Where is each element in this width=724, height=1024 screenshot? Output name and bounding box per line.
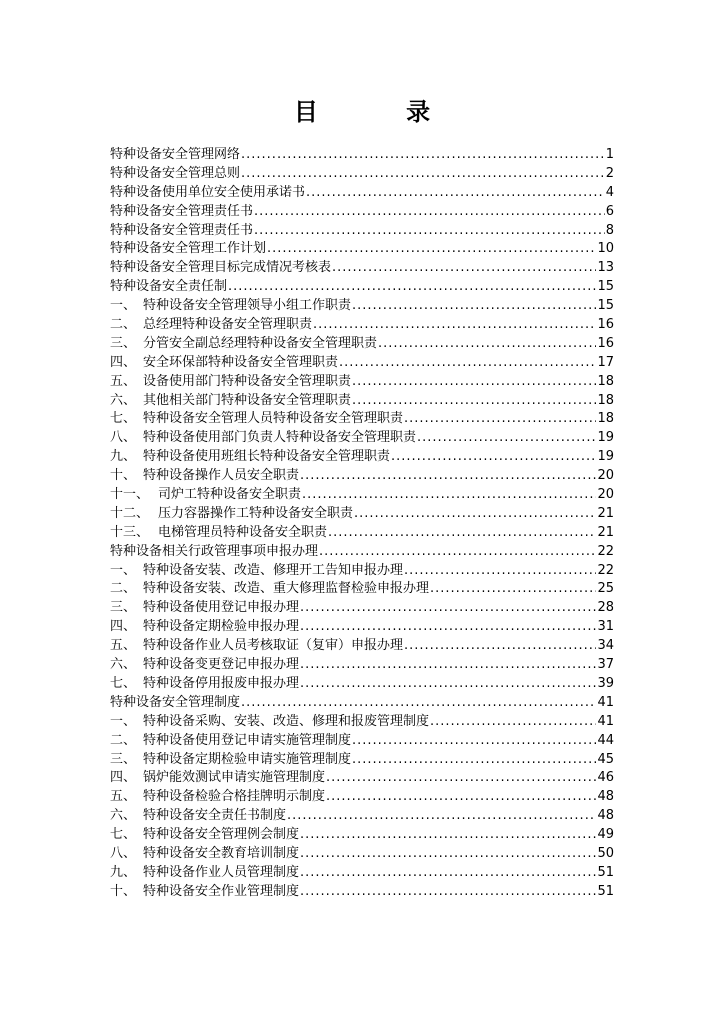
toc-entry[interactable]	[110, 146, 614, 165]
toc-entry-title: 特种设备安全管理责任书	[110, 203, 254, 219]
toc-entry-title: 特种设备安全教育培训制度	[143, 845, 300, 861]
toc-page-number: 48	[597, 789, 614, 805]
toc-entry[interactable]	[110, 580, 614, 599]
toc-dot-leader	[352, 373, 596, 392]
toc-page-number: 16	[597, 335, 614, 351]
toc-entry-number: 五、	[110, 789, 137, 805]
toc-entry[interactable]	[110, 826, 614, 845]
toc-dot-leader	[241, 146, 605, 165]
toc-page-number: 46	[597, 770, 614, 786]
toc-entry-number: 五、	[110, 638, 137, 654]
toc-dot-leader	[404, 410, 596, 429]
toc-page-number: 8	[605, 222, 614, 238]
toc-dot-leader	[313, 316, 596, 335]
toc-dot-leader	[302, 486, 596, 505]
toc-dot-leader	[404, 562, 596, 581]
toc-entry[interactable]	[110, 505, 614, 524]
toc-page-number: 15	[597, 279, 614, 295]
toc-dot-leader	[306, 184, 605, 203]
toc-entry-number: 十、	[110, 883, 137, 899]
toc-page-number: 48	[597, 808, 614, 824]
toc-entry-number: 六、	[110, 392, 137, 408]
toc-entry-title: 特种设备安全管理制度	[110, 694, 241, 710]
toc-entry[interactable]	[110, 751, 614, 770]
toc-dot-leader	[352, 297, 596, 316]
toc-entry[interactable]	[110, 203, 614, 222]
toc-entry-number: 五、	[110, 373, 137, 389]
toc-entry[interactable]	[110, 467, 614, 486]
toc-page-number: 25	[597, 581, 614, 597]
toc-page-number: 20	[597, 487, 614, 503]
toc-entry-title: 特种设备安装、改造、修理开工告知申报办理	[143, 562, 404, 578]
toc-page-number: 19	[597, 430, 614, 446]
toc-dot-leader	[300, 656, 596, 675]
toc-dot-leader	[300, 675, 596, 694]
toc-page-number: 17	[597, 354, 614, 370]
toc-entry-number: 十三、	[110, 524, 150, 540]
toc-entry[interactable]	[110, 637, 614, 656]
toc-page-number: 34	[597, 638, 614, 654]
toc-page-number: 22	[597, 543, 614, 559]
toc-entry[interactable]	[110, 599, 614, 618]
toc-entry[interactable]	[110, 864, 614, 883]
toc-dot-leader	[241, 694, 596, 713]
toc-entry-title: 特种设备变更登记申报办理	[143, 657, 300, 673]
toc-page-number: 2	[605, 165, 614, 181]
toc-page-number: 44	[597, 732, 614, 748]
toc-dot-leader	[417, 429, 596, 448]
toc-dot-leader	[326, 769, 596, 788]
toc-page-number: 6	[605, 203, 614, 219]
toc-dot-leader	[300, 599, 596, 618]
toc-entry-title: 特种设备停用报废申报办理	[143, 675, 300, 691]
toc-dot-leader	[328, 524, 596, 543]
toc-entry-number: 三、	[110, 335, 137, 351]
toc-entry-title: 特种设备作业人员考核取证（复审）申报办理	[143, 638, 404, 654]
toc-dot-leader	[378, 335, 596, 354]
toc-page-number: 19	[597, 449, 614, 465]
toc-dot-leader	[241, 165, 605, 184]
toc-entry-title: 安全环保部特种设备安全管理职责	[143, 354, 339, 370]
toc-entry[interactable]	[110, 732, 614, 751]
toc-page-number: 28	[597, 600, 614, 616]
toc-entry-number: 十、	[110, 468, 137, 484]
toc-dot-leader	[267, 240, 596, 259]
toc-entry-title: 特种设备采购、安装、改造、修理和报废管理制度	[143, 713, 430, 729]
toc-dot-leader	[300, 618, 596, 637]
toc-entry[interactable]	[110, 486, 614, 505]
toc-entry-number: 三、	[110, 751, 137, 767]
toc-entry[interactable]	[110, 335, 614, 354]
toc-entry-number: 六、	[110, 808, 137, 824]
toc-page-number: 18	[597, 411, 614, 427]
toc-entry[interactable]	[110, 883, 614, 902]
toc-entry-number: 二、	[110, 732, 137, 748]
toc-entry[interactable]	[110, 524, 614, 543]
toc-page-number: 37	[597, 657, 614, 673]
toc-entry-title: 特种设备安全管理责任书	[110, 222, 254, 238]
toc-page-number: 16	[597, 317, 614, 333]
toc-entry-title: 特种设备安全管理网络	[110, 147, 241, 162]
toc-page-number: 1	[605, 147, 614, 162]
toc-dot-leader	[287, 807, 596, 826]
toc-entry-title: 司炉工特种设备安全职责	[158, 487, 302, 503]
toc-entry[interactable]	[110, 184, 614, 203]
toc-dot-leader	[300, 883, 596, 902]
toc-page-number: 22	[597, 562, 614, 578]
toc-page-number: 39	[597, 675, 614, 691]
toc-entry-number: 九、	[110, 864, 137, 880]
toc-entry[interactable]	[110, 618, 614, 637]
toc-entry[interactable]	[110, 543, 614, 562]
toc-page-number: 18	[597, 373, 614, 389]
toc-dot-leader	[300, 467, 596, 486]
toc-entry-title: 特种设备安全责任制	[110, 279, 228, 295]
toc-entry-number: 一、	[110, 298, 137, 314]
toc-entry-title: 特种设备安全管理工作计划	[110, 241, 267, 257]
toc-entry-number: 七、	[110, 675, 137, 691]
toc-entry[interactable]	[110, 373, 614, 392]
toc-dot-leader	[254, 222, 605, 241]
toc-page-number: 21	[597, 505, 614, 521]
toc-dot-leader	[430, 580, 596, 599]
toc-page-number: 20	[597, 468, 614, 484]
toc-page-number: 15	[597, 298, 614, 314]
toc-page-number: 50	[597, 845, 614, 861]
toc-dot-leader	[254, 203, 605, 222]
toc-dot-leader	[352, 732, 596, 751]
toc-page-number: 45	[597, 751, 614, 767]
toc-entry-number: 四、	[110, 619, 137, 635]
toc-entry-title: 特种设备使用部门负责人特种设备安全管理职责	[143, 430, 417, 446]
toc-entry-title: 特种设备使用班组长特种设备安全管理职责	[143, 449, 391, 465]
toc-dot-leader	[319, 543, 596, 562]
toc-entry[interactable]	[110, 316, 614, 335]
toc-entry-number: 一、	[110, 562, 137, 578]
toc-entry[interactable]	[110, 165, 614, 184]
table-of-contents	[110, 146, 614, 902]
toc-entry-title: 特种设备安全管理领导小组工作职责	[143, 298, 352, 314]
toc-entry-title: 压力容器操作工特种设备安全职责	[158, 505, 354, 521]
toc-entry-number: 九、	[110, 449, 137, 465]
toc-entry-title: 其他相关部门特种设备安全管理职责	[143, 392, 352, 408]
toc-page-number: 49	[597, 827, 614, 843]
toc-dot-leader	[391, 448, 596, 467]
toc-entry-number: 一、	[110, 713, 137, 729]
toc-entry-title: 特种设备定期检验申报办理	[143, 619, 300, 635]
toc-entry-title: 总经理特种设备安全管理职责	[143, 317, 313, 333]
toc-page-number: 31	[597, 619, 614, 635]
toc-entry-title: 特种设备检验合格挂牌明示制度	[143, 789, 326, 805]
toc-entry-number: 十二、	[110, 505, 150, 521]
toc-dot-leader	[228, 278, 596, 297]
toc-dot-leader	[300, 826, 596, 845]
toc-page-number: 41	[597, 694, 614, 710]
toc-page-number: 51	[597, 864, 614, 880]
toc-entry-number: 七、	[110, 827, 137, 843]
toc-entry[interactable]	[110, 297, 614, 316]
toc-entry-title: 特种设备安全管理总则	[110, 165, 241, 181]
toc-entry[interactable]	[110, 845, 614, 864]
toc-entry-number: 三、	[110, 600, 137, 616]
toc-entry-title: 特种设备安全管理人员特种设备安全管理职责	[143, 411, 404, 427]
toc-dot-leader	[404, 637, 596, 656]
toc-entry-title: 设备使用部门特种设备安全管理职责	[143, 373, 352, 389]
toc-entry-number: 七、	[110, 411, 137, 427]
toc-entry[interactable]	[110, 694, 614, 713]
toc-dot-leader	[430, 713, 596, 732]
toc-entry-number: 四、	[110, 354, 137, 370]
toc-entry-title: 特种设备操作人员安全职责	[143, 468, 300, 484]
toc-entry-number: 八、	[110, 430, 137, 446]
toc-dot-leader	[352, 392, 596, 411]
toc-entry-number: 二、	[110, 581, 137, 597]
toc-entry[interactable]	[110, 675, 614, 694]
toc-page-number: 13	[597, 260, 614, 276]
toc-entry-number: 六、	[110, 657, 137, 673]
toc-entry[interactable]	[110, 354, 614, 373]
toc-entry-title: 锅炉能效测试申请实施管理制度	[143, 770, 326, 786]
toc-entry-number: 八、	[110, 845, 137, 861]
toc-dot-leader	[352, 751, 596, 770]
toc-entry[interactable]	[110, 278, 614, 297]
toc-entry[interactable]	[110, 562, 614, 581]
toc-entry-title: 特种设备安全作业管理制度	[143, 883, 300, 899]
toc-entry-title: 特种设备作业人员管理制度	[143, 864, 300, 880]
toc-entry-number: 四、	[110, 770, 137, 786]
toc-dot-leader	[332, 259, 596, 278]
toc-entry[interactable]	[110, 788, 614, 807]
toc-entry[interactable]	[110, 448, 614, 467]
toc-entry[interactable]	[110, 222, 614, 241]
toc-entry[interactable]	[110, 769, 614, 788]
toc-entry-title: 特种设备使用单位安全使用承诺书	[110, 184, 306, 200]
toc-dot-leader	[300, 845, 596, 864]
toc-entry-number: 十一、	[110, 487, 150, 503]
toc-entry-title: 分管安全副总经理特种设备安全管理职责	[143, 335, 378, 351]
toc-entry-title: 特种设备安全责任书制度	[143, 808, 287, 824]
toc-page-number: 21	[597, 524, 614, 540]
toc-entry-title: 特种设备使用登记申报办理	[143, 600, 300, 616]
toc-entry[interactable]	[110, 656, 614, 675]
toc-entry-title: 特种设备安全管理目标完成情况考核表	[110, 260, 332, 276]
toc-page-number: 4	[605, 184, 614, 200]
toc-dot-leader	[300, 864, 596, 883]
toc-entry-title: 特种设备使用登记申请实施管理制度	[143, 732, 352, 748]
toc-page-number: 51	[597, 883, 614, 899]
toc-entry-title: 特种设备安全管理例会制度	[143, 827, 300, 843]
toc-dot-leader	[354, 505, 596, 524]
toc-entry[interactable]	[110, 807, 614, 826]
toc-entry[interactable]	[110, 259, 614, 278]
page-title: 目 录	[293, 98, 471, 126]
toc-entry-number: 二、	[110, 317, 137, 333]
toc-entry-title: 特种设备定期检验申请实施管理制度	[143, 751, 352, 767]
toc-dot-leader	[339, 354, 596, 373]
toc-page-number: 41	[597, 713, 614, 729]
toc-page-number: 18	[597, 392, 614, 408]
toc-entry[interactable]	[110, 713, 614, 732]
toc-entry[interactable]	[110, 240, 614, 259]
toc-entry-title: 特种设备相关行政管理事项申报办理	[110, 543, 319, 559]
toc-entry[interactable]	[110, 392, 614, 411]
toc-entry[interactable]	[110, 429, 614, 448]
toc-dot-leader	[326, 788, 596, 807]
toc-entry-title: 特种设备安装、改造、重大修理监督检验申报办理	[143, 581, 430, 597]
toc-entry[interactable]	[110, 410, 614, 429]
toc-page-number: 10	[597, 241, 614, 257]
toc-entry-title: 电梯管理员特种设备安全职责	[158, 524, 328, 540]
